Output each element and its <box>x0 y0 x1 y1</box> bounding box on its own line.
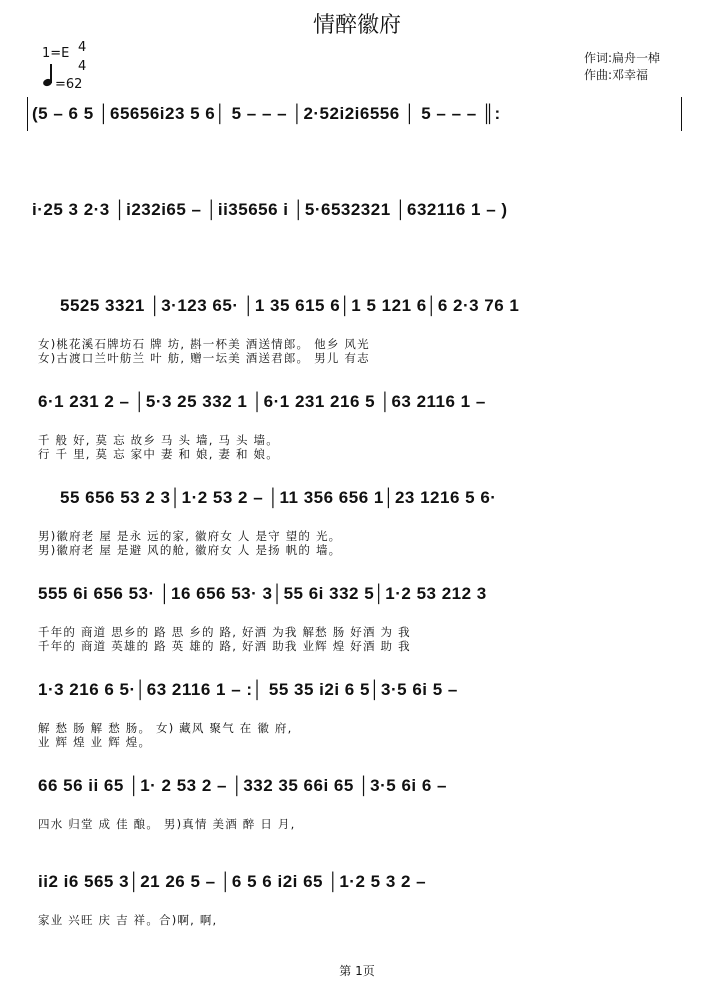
score-line-2-notes: i·25 3 2·3 │i232i65 – │ii35656 i │5·6532321 │632116 1 – ) <box>32 200 508 219</box>
score-line-6-lyric-1: 千年的 商道 思乡的 路 思 乡的 路, 好酒 为我 解愁 肠 好酒 为 我 <box>38 625 411 639</box>
tempo: =62 <box>55 77 83 92</box>
score-line-6-notes: 555 6i 656 53· │16 656 53· 3│55 6i 332 5│1·2 53 212 3 <box>38 584 487 603</box>
score-line-3-lyric-2: 女)古渡口兰叶舫兰 叶 舫, 赠一坛美 酒送君郎。 男儿 有志 <box>38 351 370 365</box>
score-line-3-notes: 5525 3321 │3·123 65· │1 35 615 6│1 5 121 6│6 2·3 76 1 <box>60 296 520 315</box>
score-line-7-lyric-2: 业 辉 煌 业 辉 煌。 <box>38 735 152 749</box>
score-line-1-notes: (5 – 6 5 │65656i23 5 6│ 5 – – – │2·52i2i6556 │ 5 – – – ║: <box>32 104 501 123</box>
score-line-9-lyric-1: 家业 兴旺 庆 吉 祥。合)啊, 啊, <box>38 913 218 927</box>
lyricist-credit: 作词:扁舟一棹 <box>584 51 661 65</box>
quarter-note-stem <box>50 64 52 83</box>
time-signature-bottom: 4 <box>78 59 87 74</box>
score-line-4-notes: 6·1 231 2 – │5·3 25 332 1 │6·1 231 216 5 │63 2116 1 – <box>38 392 486 411</box>
score-line-8-lyric-1: 四水 归堂 成 佳 酿。 男)真情 美酒 醉 日 月, <box>38 817 296 831</box>
repeat-bar <box>681 97 682 131</box>
time-signature-top: 4 <box>78 40 87 55</box>
score-line-8-notes: 66 56 ii 65 │1· 2 53 2 – │332 35 66i 65 │3·5 6i 6 – <box>38 776 447 795</box>
score-line-4-lyric-2: 行 千 里, 莫 忘 家中 妻 和 娘, 妻 和 娘。 <box>38 447 279 461</box>
score-line-7-lyric-1: 解 愁 肠 解 愁 肠。 女) 藏风 聚气 在 徽 府, <box>38 721 293 735</box>
staff-bar <box>27 97 28 131</box>
key-signature: 1=E <box>42 46 70 61</box>
song-title: 情醉徽府 <box>312 13 401 38</box>
score-line-9-notes: ii2 i6 565 3│21 26 5 – │6 5 6 i2i 65 │1·2 5 3 2 – <box>38 872 427 891</box>
score-line-5-notes: 55 656 53 2 3│1·2 53 2 – │11 356 656 1│23 1216 5 6· <box>60 488 497 507</box>
score-line-3-lyric-1: 女)桃花溪石牌坊石 牌 坊, 斟一杯美 酒送情郎。 他乡 风光 <box>38 337 370 351</box>
score-line-4-lyric-1: 千 般 好, 莫 忘 故乡 马 头 墙, 马 头 墙。 <box>38 433 279 447</box>
score-line-5-lyric-2: 男)徽府老 屋 是避 风的舱, 徽府女 人 是扬 帆的 墙。 <box>38 543 342 557</box>
score-line-7-notes: 1·3 216 6 5·│63 2116 1 – :│ 55 35 i2i 6 5│3·5 6i 5 – <box>38 680 458 699</box>
composer-credit: 作曲:邓幸福 <box>584 68 649 82</box>
score-line-6-lyric-2: 千年的 商道 英雄的 路 英 雄的 路, 好酒 助我 业辉 煌 好酒 助 我 <box>38 639 411 653</box>
page-number: 第 1页 <box>339 964 375 978</box>
score-line-5-lyric-1: 男)徽府老 屋 是永 远的家, 徽府女 人 是守 望的 光。 <box>38 529 342 543</box>
